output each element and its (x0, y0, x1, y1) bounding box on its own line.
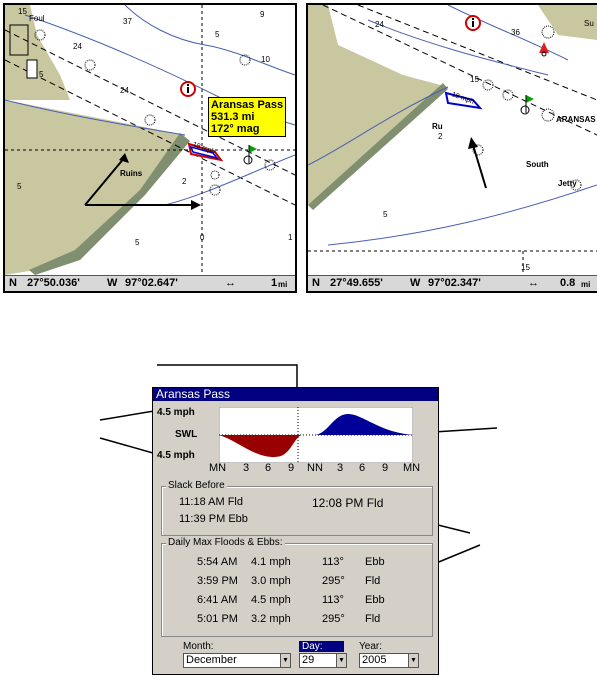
place-label-ru: Ru (432, 122, 443, 131)
tide-current-window (152, 387, 439, 675)
x-tick: MN (403, 462, 421, 474)
scale-value: 1 (271, 277, 278, 289)
daily-max-speed: 3.0 mph (251, 575, 291, 587)
day-select[interactable] (299, 653, 347, 668)
longitude-prefix: W (410, 277, 421, 289)
depth-label: 15 (470, 75, 479, 84)
info-marker-icon[interactable] (465, 15, 481, 31)
place-label-aransas: ARANSAS (556, 115, 596, 124)
depth-label: 5 (17, 182, 22, 191)
slack-time: 11:39 PM Ebb (179, 513, 248, 525)
daily-max-time: 5:54 AM (197, 556, 238, 568)
depth-label: 5 (135, 238, 140, 247)
slack-before-group (161, 480, 433, 536)
depth-label: 24 (375, 20, 384, 29)
daily-max-dir: 295° (322, 613, 345, 625)
daily-max-time: 5:01 PM (197, 613, 238, 625)
depth-label: 9 (260, 10, 265, 19)
depth-label: 5 (215, 30, 220, 39)
daily-max-type: Ebb (365, 556, 385, 568)
depth-label: 2 (182, 177, 187, 186)
x-tick: NN (307, 462, 323, 474)
scale-value: 0.8 (560, 277, 576, 289)
daily-max-speed: 4.1 mph (251, 556, 291, 568)
place-label-south: South (526, 160, 549, 169)
depth-label: 5 (383, 210, 388, 219)
latitude-prefix: N (312, 277, 320, 289)
right-chart-map[interactable] (306, 3, 597, 293)
right-status-bar (308, 275, 597, 291)
depth-label: 15 (521, 263, 530, 272)
depth-label: 24 (73, 42, 82, 51)
slack-time: 12:08 PM Fld (312, 496, 384, 510)
month-value: December (186, 654, 237, 666)
x-tick: 9 (382, 462, 389, 474)
depth-label: 5 (39, 70, 44, 79)
longitude-prefix: W (107, 277, 118, 289)
waypoint-info-box (208, 97, 286, 137)
depth-label: 2 (438, 132, 443, 141)
latitude-prefix: N (9, 277, 17, 289)
buoy-icon (538, 41, 550, 57)
daily-max-title: Daily Max Floods & Ebbs: (168, 537, 283, 548)
place-label-jetty: Jetty (558, 179, 577, 188)
longitude-value: 97°02.347' (428, 277, 481, 289)
waypoint-name: Aransas Pass (211, 99, 284, 111)
scale-unit: mi (581, 280, 591, 289)
boat-icon (185, 140, 223, 166)
depth-label: 36 (511, 28, 520, 37)
depth-label: 1 (288, 233, 293, 242)
x-tick: 3 (243, 462, 250, 474)
x-tick: 6 (265, 462, 272, 474)
day-label: Day: (299, 641, 344, 652)
daily-max-time: 3:59 PM (197, 575, 238, 587)
dropdown-arrow-icon[interactable]: ▼ (408, 654, 418, 667)
slack-time: 11:18 AM Fld (179, 496, 243, 508)
waypoint-bearing: 172° mag (211, 123, 260, 135)
x-tick: 6 (359, 462, 366, 474)
year-select[interactable] (359, 653, 419, 668)
month-select[interactable] (183, 653, 291, 668)
y-axis-bottom-label: 4.5 mph (157, 450, 195, 461)
flag-icon (243, 143, 259, 165)
depth-label: 15 (18, 7, 27, 16)
depth-label: 37 (123, 17, 132, 26)
daily-max-speed: 4.5 mph (251, 594, 291, 606)
daily-max-type: Fld (365, 613, 381, 625)
window-title-bar: Aransas Pass (153, 388, 438, 401)
left-chart-map[interactable] (3, 3, 297, 293)
scale-arrow-icon: ↔ (225, 277, 236, 289)
depth-label: 10 (261, 55, 270, 64)
waypoint-distance: 531.3 mi (211, 111, 255, 123)
scale-arrow-icon: ↔ (528, 277, 539, 289)
vessel-speed-label: 18 mph (450, 91, 475, 106)
x-tick: 9 (288, 462, 295, 474)
info-marker-icon[interactable] (180, 81, 196, 97)
left-chart-graphics (5, 5, 295, 275)
year-value: 2005 (362, 654, 387, 666)
daily-max-type: Fld (365, 575, 381, 587)
daily-max-dir: 113° (322, 594, 344, 606)
x-tick: 3 (337, 462, 344, 474)
place-label-ruins: Ruins (120, 169, 143, 178)
latitude-value: 27°49.655' (330, 277, 383, 289)
daily-max-speed: 3.2 mph (251, 613, 291, 625)
y-axis-top-label: 4.5 mph (157, 407, 195, 418)
longitude-value: 97°02.647' (125, 277, 178, 289)
x-axis-ticks (209, 462, 429, 474)
flag-icon (520, 93, 536, 115)
vessel-speed-label: 18 mph (191, 141, 216, 156)
dropdown-arrow-icon[interactable]: ▼ (336, 654, 346, 667)
depth-label: 0 (200, 233, 205, 242)
current-graph (219, 407, 413, 463)
scale-unit: mi (278, 280, 288, 289)
y-axis-mid-label: SWL (175, 429, 198, 440)
daily-max-group (161, 537, 433, 637)
day-value: 29 (302, 654, 315, 666)
depth-label: Foul (29, 14, 45, 23)
depth-label: Su (584, 19, 594, 28)
daily-max-dir: 113° (322, 556, 344, 568)
latitude-value: 27°50.036' (27, 277, 80, 289)
year-label: Year: (359, 641, 382, 652)
left-status-bar (5, 275, 295, 291)
right-chart-graphics (308, 5, 597, 275)
x-tick: MN (209, 462, 227, 474)
daily-max-type: Ebb (365, 594, 385, 606)
month-label: Month: (183, 641, 214, 652)
daily-max-dir: 295° (322, 575, 345, 587)
daily-max-time: 6:41 AM (197, 594, 238, 606)
dropdown-arrow-icon[interactable]: ▼ (280, 654, 290, 667)
depth-label: 24 (120, 86, 129, 95)
slack-before-title: Slack Before (168, 480, 225, 491)
